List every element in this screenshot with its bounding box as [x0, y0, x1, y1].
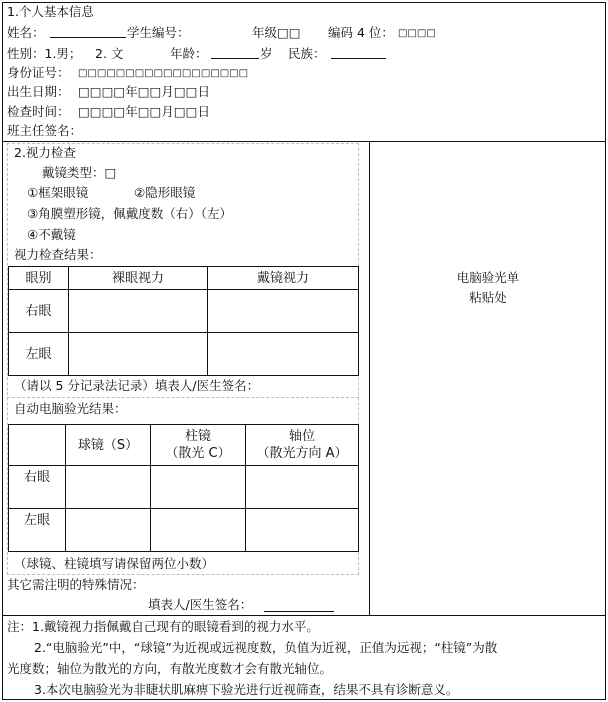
special-cases-label: 其它需注明的特殊情况： — [7, 577, 145, 592]
header-cylinder — [151, 425, 246, 466]
note-line-1: 注：1.戴镜视力指佩戴自己现有的眼镜看到的视力水平。 — [7, 619, 319, 634]
code-boxes[interactable]: □□□□ — [398, 28, 436, 39]
header-axis — [246, 425, 359, 466]
refraction-table — [8, 424, 359, 552]
vision-dashed-divider — [7, 397, 359, 398]
table-row — [9, 466, 359, 509]
option-contact-lens[interactable]: ②隐形眼镜 — [134, 185, 196, 200]
filler-sign-label: 填表人/医生签名： — [148, 597, 253, 612]
header-axis-line2: （散光方向 A） — [256, 446, 348, 461]
ethnicity-label: 民族： — [288, 46, 326, 61]
divider-notes — [2, 615, 606, 616]
right-corrected-vision-cell[interactable] — [208, 290, 359, 333]
id-label: 身份证号： — [7, 65, 70, 80]
header-naked-vision: 裸眼视力 — [69, 267, 208, 290]
header-cylinder-line2: （散光 C） — [165, 446, 231, 461]
paste-area-line1: 电脑验光单 — [456, 270, 520, 285]
vision-result-label: 视力检查结果： — [14, 247, 102, 262]
refraction-table-header — [9, 425, 359, 466]
student-no-label: 学生编号： — [127, 25, 190, 40]
record-note: （请以 5 分记录法记录）填表人/医生签名： — [14, 378, 260, 393]
glasses-type-label[interactable]: 戴镜类型：□ — [42, 165, 117, 180]
exam-time-label: 检查时间： — [7, 104, 70, 119]
table-row — [9, 333, 359, 376]
note-line-4: 3.本次电脑验光为非睫状肌麻痹下验光进行近视筛查，结果不具有诊断意义。 — [34, 682, 459, 697]
vision-table-header — [9, 267, 359, 290]
paste-area — [371, 143, 605, 615]
note-line-2: 2.“电脑验光”中，“球镜”为近视或远视度数，负值为近视，正值为远视；“柱镜”为散 — [34, 640, 498, 655]
name-field[interactable] — [50, 24, 126, 38]
left-axis-cell[interactable] — [246, 509, 359, 552]
right-cylinder-cell[interactable] — [151, 466, 246, 509]
exam-time-value[interactable]: □□□□年□□月□□日 — [78, 104, 210, 119]
section2-title: 2.视力检查 — [14, 145, 76, 160]
section1-title: 1.个人基本信息 — [7, 4, 94, 19]
right-sphere-cell[interactable] — [66, 466, 151, 509]
age-unit: 岁 — [260, 46, 273, 61]
ethnicity-field[interactable] — [331, 45, 386, 59]
eye-label-left: 左眼 — [9, 333, 69, 376]
auto-refraction-label: 自动电脑验光结果： — [14, 401, 127, 416]
gender-option-2: 2. 文 — [95, 46, 124, 61]
age-field[interactable] — [211, 45, 259, 59]
grade-label: 年级□□ — [252, 25, 301, 40]
option-ortho-k[interactable]: ③角膜塑形镜，佩戴度数（右）（左） — [27, 206, 232, 221]
header-blank — [9, 425, 66, 466]
right-axis-cell[interactable] — [246, 466, 359, 509]
teacher-sign-label: 班主任签名： — [7, 123, 83, 138]
left-naked-vision-cell[interactable] — [69, 333, 208, 376]
table-row — [9, 509, 359, 552]
option-frame-glasses[interactable]: ①框架眼镜 — [27, 185, 89, 200]
birth-label: 出生日期： — [7, 84, 70, 99]
decimal-note: （球镜、柱镜填写请保留两位小数） — [14, 556, 215, 571]
left-corrected-vision-cell[interactable] — [208, 333, 359, 376]
eye-label-right: 右眼 — [9, 466, 66, 509]
paste-area-line2: 粘贴处 — [469, 290, 507, 305]
option-no-glasses[interactable]: ④不戴镜 — [27, 227, 76, 242]
table-row — [9, 290, 359, 333]
birth-value[interactable]: □□□□年□□月□□日 — [78, 84, 210, 99]
eye-label-left: 左眼 — [9, 509, 66, 552]
code-label: 编码 4 位： — [328, 25, 394, 40]
right-naked-vision-cell[interactable] — [69, 290, 208, 333]
left-cylinder-cell[interactable] — [151, 509, 246, 552]
filler-sign-field[interactable] — [264, 598, 334, 612]
header-axis-line1: 轴位 — [288, 429, 315, 444]
eye-label-right: 右眼 — [9, 290, 69, 333]
header-sphere: 球镜（S） — [66, 425, 151, 466]
header-eye: 眼别 — [9, 267, 69, 290]
left-sphere-cell[interactable] — [66, 509, 151, 552]
divider-vertical — [369, 141, 370, 616]
id-boxes[interactable]: □□□□□□□□□□□□□□□□□□ — [78, 68, 249, 79]
name-label: 姓名： — [7, 25, 45, 40]
note-line-3: 光度数；轴位为散光的方向，有散光度数才会有散光轴位。 — [7, 661, 333, 676]
age-label: 年龄： — [170, 46, 208, 61]
divider-section1 — [2, 141, 606, 142]
header-corrected-vision: 戴镜视力 — [208, 267, 359, 290]
gender-label: 性别：1.男； — [7, 46, 82, 61]
vision-table — [8, 266, 359, 376]
header-cylinder-line1: 柱镜 — [184, 429, 211, 444]
